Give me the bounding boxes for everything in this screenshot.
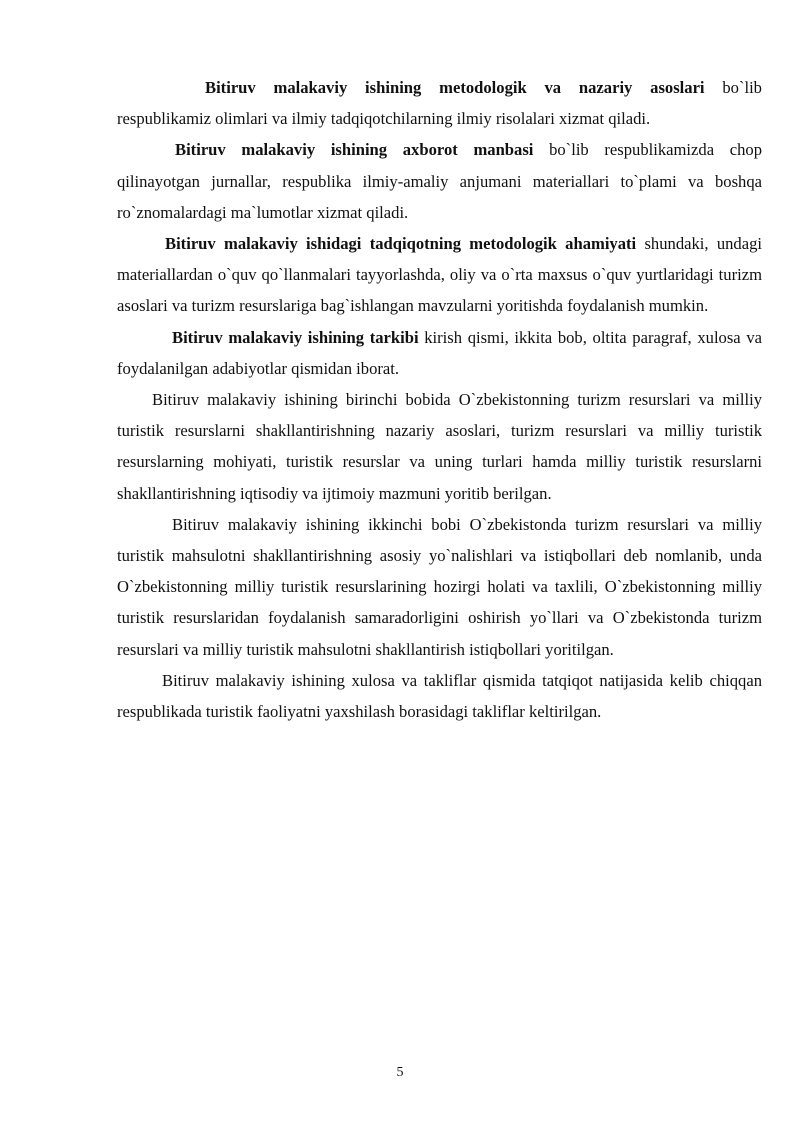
paragraph-information-source [117, 134, 762, 228]
paragraph-heading: Bitiruv malakaviy ishining axborot manbasi [175, 140, 534, 160]
paragraph-second-chapter [117, 509, 762, 665]
paragraph-heading: Bitiruv malakaviy ishining tarkibi [172, 327, 419, 347]
paragraph-heading: Bitiruv malakaviy ishidagi tadqiqotning metodologik ahamiyati [165, 234, 637, 254]
paragraph-methodological-basis [117, 72, 762, 134]
paragraph-conclusion [117, 665, 762, 727]
paragraph-heading: Bitiruv malakaviy ishining metodologik va nazariy asoslari [205, 78, 705, 97]
page-number: 5 [396, 1065, 404, 1080]
paragraph-methodological-importance [117, 228, 762, 322]
paragraph-text: Bitiruv malakaviy ishining xulosa va takliflar qismida tatqiqot natijasida kelib chiqqan respublikada turistik faoliyatni yaxshilash borasidagi takliflar keltirilgan. [117, 670, 762, 722]
paragraph-first-chapter [117, 384, 762, 509]
paragraph-text: Bitiruv malakaviy ishining birinchi bobida O`zbekistonning turizm resurslari va milliy turistik resurslarni shakllantirishning nazariy asoslari, turizm resurslari va milliy turistik resurslarning mohiyati, turistik resurslar va uning turlari hamda milliy turistik resurslarni shakllantirishning iqtisodiy va ijtimoiy mazmuni yoritib berilgan. [117, 390, 762, 503]
paragraph-text: shundaki, undagi materiallardan o`quv qo`llanmalari tayyorlashda, oliy va o`rta maxsus o`quv yurtlaridagi turizm asoslari va turizm resurslariga bag`ishlangan mavzularni yoritishda foydalanish mumkin. [117, 234, 762, 316]
paragraph-text: bo`lib respublikamiz olimlari va ilmiy tadqiqotchilarning ilmiy risolalari xizmat qiladi. [117, 78, 762, 129]
paragraph-text: Bitiruv malakaviy ishining ikkinchi bobi O`zbekistonda turizm resurslari va milliy turistik mahsulotni shakllantirishning asosiy yo`nalishlari va istiqbollari deb nomlanib, unda O`zbekistonning milliy turistik resurslarining hozirgi holati va taxlili, O`zbekistonning milliy turistik resurslaridan foydalanish samaradorligini oshirish yo`llari va O`zbekistonda turizm resurslari va milliy turistik mahsulotni shakllantirish istiqbollari yoritilgan. [117, 514, 762, 659]
document-body [117, 72, 762, 727]
paragraph-text: kirish qismi, ikkita bob, oltita paragraf, xulosa va foydalanilgan adabiyotlar qismidan iborat. [117, 327, 762, 378]
paragraph-structure [117, 322, 762, 384]
paragraph-text: bo`lib respublikamizda chop qilinayotgan jurnallar, respublika ilmiy-amaliy anjumani materiallari to`plami va boshqa ro`znomalardagi ma`lumotlar xizmat qiladi. [117, 140, 762, 222]
